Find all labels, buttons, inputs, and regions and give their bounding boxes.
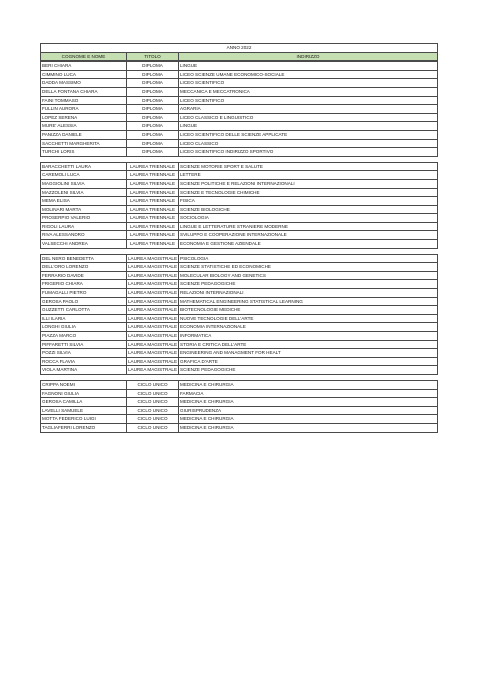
table-row bbox=[41, 231, 438, 240]
cell-title: DIPLOMA bbox=[127, 70, 179, 79]
cell-name: RIGOLI LAURA bbox=[41, 222, 127, 231]
table-row bbox=[41, 263, 438, 272]
cell-address: LICEO CLASSICO bbox=[179, 139, 438, 148]
cell-address: MECCANICA E MECCATRONICA bbox=[179, 87, 438, 96]
cell-title: DIPLOMA bbox=[127, 148, 179, 157]
cell-title: DIPLOMA bbox=[127, 96, 179, 105]
table-row bbox=[41, 415, 438, 424]
table-row bbox=[41, 70, 438, 79]
cell-name: GEROSA PAOLO bbox=[41, 297, 127, 306]
cell-name: MURE' ALESSIA bbox=[41, 122, 127, 131]
cell-name: FAINI TOMMASO bbox=[41, 96, 127, 105]
cell-name: RIVA ALESSANDRO bbox=[41, 231, 127, 240]
table-row bbox=[41, 79, 438, 88]
table-row bbox=[41, 340, 438, 349]
table-row bbox=[41, 113, 438, 122]
cell-title: CICLO UNICO bbox=[127, 398, 179, 407]
cell-name: DADDA MASSIMO bbox=[41, 79, 127, 88]
cell-title: LAUREA MAGISTRALE bbox=[127, 254, 179, 263]
cell-address: MEDICINA E CHIRURGIA bbox=[179, 380, 438, 389]
table-row bbox=[41, 222, 438, 231]
table-row bbox=[41, 349, 438, 358]
cell-title: LAUREA TRIENNALE bbox=[127, 205, 179, 214]
cell-title: LAUREA TRIENNALE bbox=[127, 171, 179, 180]
table-row bbox=[41, 366, 438, 375]
cell-address: SCIENZE MOTORIE SPORT E SALUTE bbox=[179, 162, 438, 171]
table-row bbox=[41, 62, 438, 71]
header-address: INDIRIZZO bbox=[179, 52, 438, 61]
cell-address: SCIENZE BIOLOGICHE bbox=[179, 205, 438, 214]
cell-title: LAUREA MAGISTRALE bbox=[127, 271, 179, 280]
table-row bbox=[41, 357, 438, 366]
spreadsheet-page bbox=[40, 43, 437, 433]
table-row bbox=[41, 297, 438, 306]
cell-title: LAUREA MAGISTRALE bbox=[127, 297, 179, 306]
table-row bbox=[41, 271, 438, 280]
table-row bbox=[41, 406, 438, 415]
table-row bbox=[41, 205, 438, 214]
table-row bbox=[41, 314, 438, 323]
cell-name: BARACCHETTI LAURA bbox=[41, 162, 127, 171]
cell-address: ECONOMIA INTERNAZIONALE bbox=[179, 323, 438, 332]
cell-address: MOLECULAR BIOLOGY AND GENETICS bbox=[179, 271, 438, 280]
table-row bbox=[41, 96, 438, 105]
cell-title: CICLO UNICO bbox=[127, 423, 179, 432]
cell-address: GIURISPRUDENZA bbox=[179, 406, 438, 415]
cell-name: CAREMOLI LUCA bbox=[41, 171, 127, 180]
cell-address: SCIENZE PEDAGOGICHE bbox=[179, 280, 438, 289]
table-row bbox=[41, 380, 438, 389]
section-table bbox=[40, 162, 438, 249]
cell-name: TAGLIAFERRI LORENZO bbox=[41, 423, 127, 432]
cell-name: FULLIN AURORA bbox=[41, 105, 127, 114]
cell-address: LINGUE E LETTERATURE STRANIERE MODERNE bbox=[179, 222, 438, 231]
cell-address: FARMACIA bbox=[179, 389, 438, 398]
cell-title: LAUREA TRIENNALE bbox=[127, 188, 179, 197]
cell-address: PSICOLOGIA bbox=[179, 254, 438, 263]
header-name: COGNOME E NOME bbox=[41, 52, 127, 61]
cell-title: DIPLOMA bbox=[127, 62, 179, 71]
cell-address: AGRARIA bbox=[179, 105, 438, 114]
cell-address: SCIENZE STATISTICHE ED ECONOMICHE bbox=[179, 263, 438, 272]
cell-title: LAUREA TRIENNALE bbox=[127, 179, 179, 188]
cell-name: VALSECCHI ANDREA bbox=[41, 240, 127, 249]
cell-name: POZZI SILVIA bbox=[41, 349, 127, 358]
cell-address: MEDICINA E CHIRURGIA bbox=[179, 415, 438, 424]
cell-address: LICEO SCIENTIFICO INDIRIZZO SPORTIVO bbox=[179, 148, 438, 157]
cell-name: GEROSA CAMILLA bbox=[41, 398, 127, 407]
cell-title: DIPLOMA bbox=[127, 113, 179, 122]
year-row bbox=[41, 44, 438, 53]
cell-name: ROCCA FLAVIA bbox=[41, 357, 127, 366]
cell-name: BERI CHIARA bbox=[41, 62, 127, 71]
cell-title: DIPLOMA bbox=[127, 139, 179, 148]
cell-name: TURCHI LORIS bbox=[41, 148, 127, 157]
cell-name: LAVELLI SAMUELE bbox=[41, 406, 127, 415]
table-row bbox=[41, 188, 438, 197]
column-header-row bbox=[41, 52, 438, 61]
table-row bbox=[41, 179, 438, 188]
cell-address: SVILUPPO E COOPERAZIONE INTERNAZIONALE bbox=[179, 231, 438, 240]
cell-title: CICLO UNICO bbox=[127, 380, 179, 389]
table-row bbox=[41, 105, 438, 114]
cell-address: GRAFICA D'ARTE bbox=[179, 357, 438, 366]
table-row bbox=[41, 254, 438, 263]
cell-address: SCIENZE PEDAGOGICHE bbox=[179, 366, 438, 375]
cell-title: LAUREA MAGISTRALE bbox=[127, 366, 179, 375]
year-label: ANNO 2022 bbox=[41, 44, 438, 53]
cell-name: LONGHI GIULIA bbox=[41, 323, 127, 332]
cell-name: FRIGERIO CHIARA bbox=[41, 280, 127, 289]
cell-address: NUOVE TECNOLOGIE DELL'ARTE bbox=[179, 314, 438, 323]
cell-title: LAUREA MAGISTRALE bbox=[127, 340, 179, 349]
cell-name: MOTTA FEDERICO LUIGI bbox=[41, 415, 127, 424]
cell-title: LAUREA TRIENNALE bbox=[127, 214, 179, 223]
cell-name: LOPEZ SERENA bbox=[41, 113, 127, 122]
cell-title: DIPLOMA bbox=[127, 105, 179, 114]
cell-name: GUZZETTI CARLOTTA bbox=[41, 306, 127, 315]
cell-name: FAGNONI GIULIA bbox=[41, 389, 127, 398]
section-table bbox=[40, 254, 438, 375]
cell-name: PIAZZA MARCO bbox=[41, 332, 127, 341]
cell-address: LICEO SCIENZE UMANE ECONOMICO-SOCIALE bbox=[179, 70, 438, 79]
cell-name: MAZZOLENI SILVIA bbox=[41, 188, 127, 197]
cell-title: DIPLOMA bbox=[127, 130, 179, 139]
cell-address: LICEO SCIENTIFICO bbox=[179, 96, 438, 105]
cell-title: LAUREA MAGISTRALE bbox=[127, 314, 179, 323]
table-row bbox=[41, 162, 438, 171]
table-row bbox=[41, 87, 438, 96]
cell-title: CICLO UNICO bbox=[127, 415, 179, 424]
cell-title: LAUREA MAGISTRALE bbox=[127, 280, 179, 289]
section-table bbox=[40, 61, 438, 157]
table-row bbox=[41, 148, 438, 157]
cell-address: LICEO CLASSICO E LINGUISTICO bbox=[179, 113, 438, 122]
cell-address: MEDICINA E CHIRURGIA bbox=[179, 398, 438, 407]
cell-address: LETTERE bbox=[179, 171, 438, 180]
cell-title: LAUREA TRIENNALE bbox=[127, 240, 179, 249]
cell-title: LAUREA MAGISTRALE bbox=[127, 263, 179, 272]
sections-container bbox=[40, 61, 437, 432]
cell-address: SCIENZE POLITICHE E RELAZIONI INTERNAZIONALI bbox=[179, 179, 438, 188]
cell-address: BIOTECNOLOGIE MEDICHE bbox=[179, 306, 438, 315]
table-row bbox=[41, 323, 438, 332]
cell-name: DELL'ORO LORENZO bbox=[41, 263, 127, 272]
section-table bbox=[40, 380, 438, 433]
table-row bbox=[41, 306, 438, 315]
cell-address: LINGUE bbox=[179, 122, 438, 131]
cell-title: CICLO UNICO bbox=[127, 406, 179, 415]
cell-title: LAUREA MAGISTRALE bbox=[127, 323, 179, 332]
cell-title: DIPLOMA bbox=[127, 122, 179, 131]
cell-name: FERRARIO DAVIDE bbox=[41, 271, 127, 280]
cell-title: LAUREA MAGISTRALE bbox=[127, 357, 179, 366]
cell-address: RELAZIONI INTERNAZIONALI bbox=[179, 289, 438, 298]
table-row bbox=[41, 389, 438, 398]
cell-address: LICEO SCIENTIFICO DELLE SCIENZE APPLICATE bbox=[179, 130, 438, 139]
cell-address: LINGUE bbox=[179, 62, 438, 71]
cell-address: MEDICINA E CHIRURGIA bbox=[179, 423, 438, 432]
cell-title: LAUREA TRIENNALE bbox=[127, 222, 179, 231]
cell-title: CICLO UNICO bbox=[127, 389, 179, 398]
cell-name: CRIPPA NOEMI bbox=[41, 380, 127, 389]
table-row bbox=[41, 214, 438, 223]
table-row bbox=[41, 280, 438, 289]
table-row bbox=[41, 197, 438, 206]
cell-title: LAUREA TRIENNALE bbox=[127, 162, 179, 171]
cell-address: ECONOMIA E GESTIONE AZIENDALE bbox=[179, 240, 438, 249]
cell-name: DELLA FONTANA CHIARA bbox=[41, 87, 127, 96]
header-title: TITOLO bbox=[127, 52, 179, 61]
cell-address: STORIA E CRITICA DELL'ARTE bbox=[179, 340, 438, 349]
cell-title: LAUREA TRIENNALE bbox=[127, 231, 179, 240]
cell-address: SCIENZE E TECNOLOGIE CHIMICHE bbox=[179, 188, 438, 197]
cell-name: CIMMINO LUCA bbox=[41, 70, 127, 79]
table-row bbox=[41, 122, 438, 131]
cell-name: VIOLA MARTINA bbox=[41, 366, 127, 375]
cell-name: PIFFARETTI SILVIA bbox=[41, 340, 127, 349]
cell-address: INFORMATICA bbox=[179, 332, 438, 341]
cell-title: LAUREA MAGISTRALE bbox=[127, 289, 179, 298]
table-row bbox=[41, 332, 438, 341]
cell-address: ENGINEERING AND MANAGMENT FOR HEALT bbox=[179, 349, 438, 358]
cell-title: DIPLOMA bbox=[127, 79, 179, 88]
table-row bbox=[41, 289, 438, 298]
table-row bbox=[41, 398, 438, 407]
cell-address: FISICA bbox=[179, 197, 438, 206]
cell-name: MEMA ELISA bbox=[41, 197, 127, 206]
cell-title: DIPLOMA bbox=[127, 87, 179, 96]
cell-name: ILLI ILARIA bbox=[41, 314, 127, 323]
cell-title: LAUREA MAGISTRALE bbox=[127, 332, 179, 341]
cell-title: LAUREA MAGISTRALE bbox=[127, 306, 179, 315]
cell-title: LAUREA TRIENNALE bbox=[127, 197, 179, 206]
cell-address: LICEO SCIENTIFICO bbox=[179, 79, 438, 88]
cell-name: FUMAGALLI PIETRO bbox=[41, 289, 127, 298]
table-row bbox=[41, 240, 438, 249]
table-row bbox=[41, 423, 438, 432]
cell-name: SACCHETTI MARGHERITA bbox=[41, 139, 127, 148]
table-row bbox=[41, 139, 438, 148]
cell-name: MOLINARI MARTA bbox=[41, 205, 127, 214]
cell-name: PANIZZA DANIELE bbox=[41, 130, 127, 139]
table-row bbox=[41, 171, 438, 180]
table-row bbox=[41, 130, 438, 139]
cell-address: MATHEMATICAL ENGINEERING STATISTICAL LEARNING bbox=[179, 297, 438, 306]
cell-name: PROSERPIO VALERIO bbox=[41, 214, 127, 223]
cell-name: DEL NERO BENEDETTA bbox=[41, 254, 127, 263]
cell-name: MAGGIOLINI SILVIA bbox=[41, 179, 127, 188]
cell-address: SOCIOLOGIA bbox=[179, 214, 438, 223]
cell-title: LAUREA MAGISTRALE bbox=[127, 349, 179, 358]
header-table bbox=[40, 43, 438, 61]
